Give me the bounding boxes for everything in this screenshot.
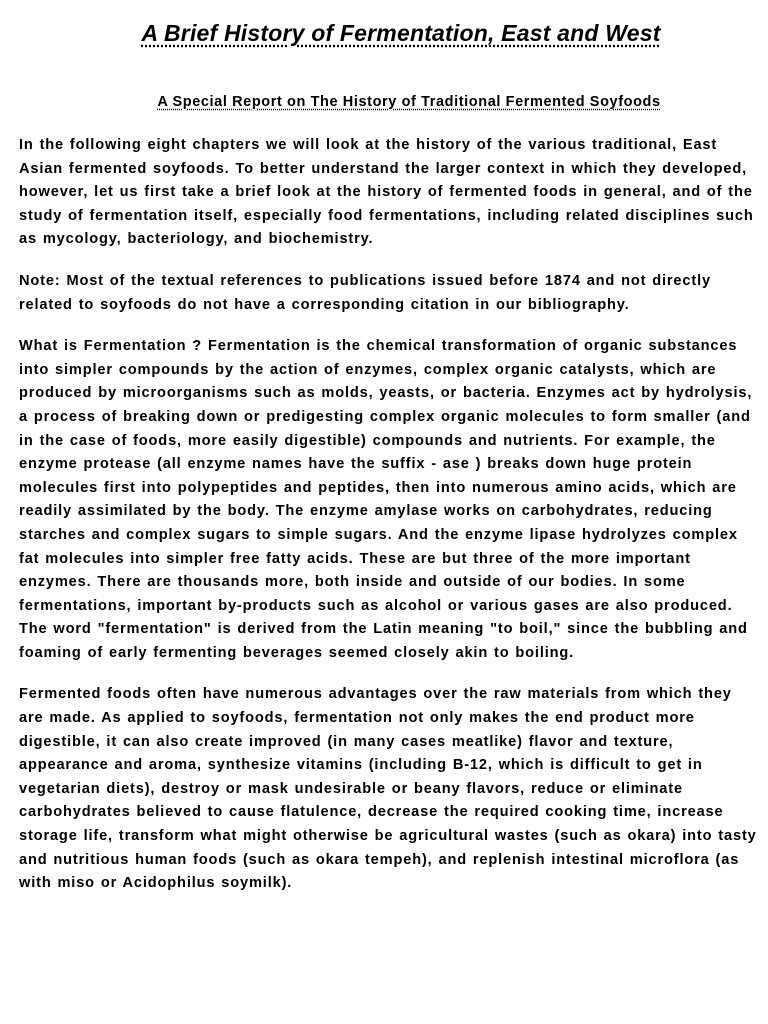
paragraph-intro: In the following eight chapters we will look at the history of the various traditional, East Asian fermented soyfoods. To better understand the larger context in which they developed, however, let us first take a brief look at the history of fermented foods in general, and of the study of fermentation itself, especially food fermentations, including related disciplines such as mycology, bacteriology, and biochemistry. <box>19 137 754 248</box>
subtitle-text: A Special Report on The History of Traditional Fermented Soyfoods <box>157 94 661 110</box>
title-text: A Brief History of Fermentation, East and West <box>141 20 661 46</box>
document-subtitle <box>0 94 768 110</box>
paragraph-definition: What is Fermentation ? Fermentation is the chemical transformation of organic substances into simpler compounds by the action of enzymes, complex organic catalysts, which are produced by microorganisms such as molds, yeasts, or bacteria. Enzymes act by hydrolysis, a process of breaking down or predigesting complex organic molecules to form smaller (and in the case of foods, more easily digestible) compounds and nutrients. For example, the enzyme protease (all enzyme names have the suffix - ase ) breaks down huge protein molecules first into polypeptides and peptides, then into numerous amino acids, which are readily assimilated by the body. The enzyme amylase works on carbohydrates, reducing starches and complex sugars to simple sugars. And the enzyme lipase hydrolyzes complex fat molecules into simpler free fatty acids. These are but three of the more important enzymes. There are thousands more, both inside and outside of our bodies. In some fermentations, important by-products such as alcohol or various gases are also produced. The word "fermentation" is derived from the Latin meaning "to boil," since the bubbling and foaming of early fermenting beverages seemed closely akin to boiling. <box>19 338 753 661</box>
document-body <box>19 134 759 914</box>
paragraph-advantages: Fermented foods often have numerous advantages over the raw materials from which they are made. As applied to soyfoods, fermentation not only makes the end product more digestible, it can also create improved (in many cases meatlike) flavor and texture, appearance and aroma, synthesize vitamins (including B-12, which is difficult to get in vegetarian diets), destroy or mask undesirable or beany flavors, reduce or eliminate carbohydrates believed to cause flatulence, decrease the required cooking time, increase storage life, transform what might otherwise be agricultural wastes (such as okara) into tasty and nutritious human foods (such as okara tempeh), and replenish intestinal microflora (as with miso or Acidophilus soymilk). <box>19 686 757 892</box>
document-title <box>0 20 768 47</box>
paragraph-note: Note: Most of the textual references to publications issued before 1874 and not directly related to soyfoods do not have a corresponding citation in our bibliography. <box>19 272 711 313</box>
